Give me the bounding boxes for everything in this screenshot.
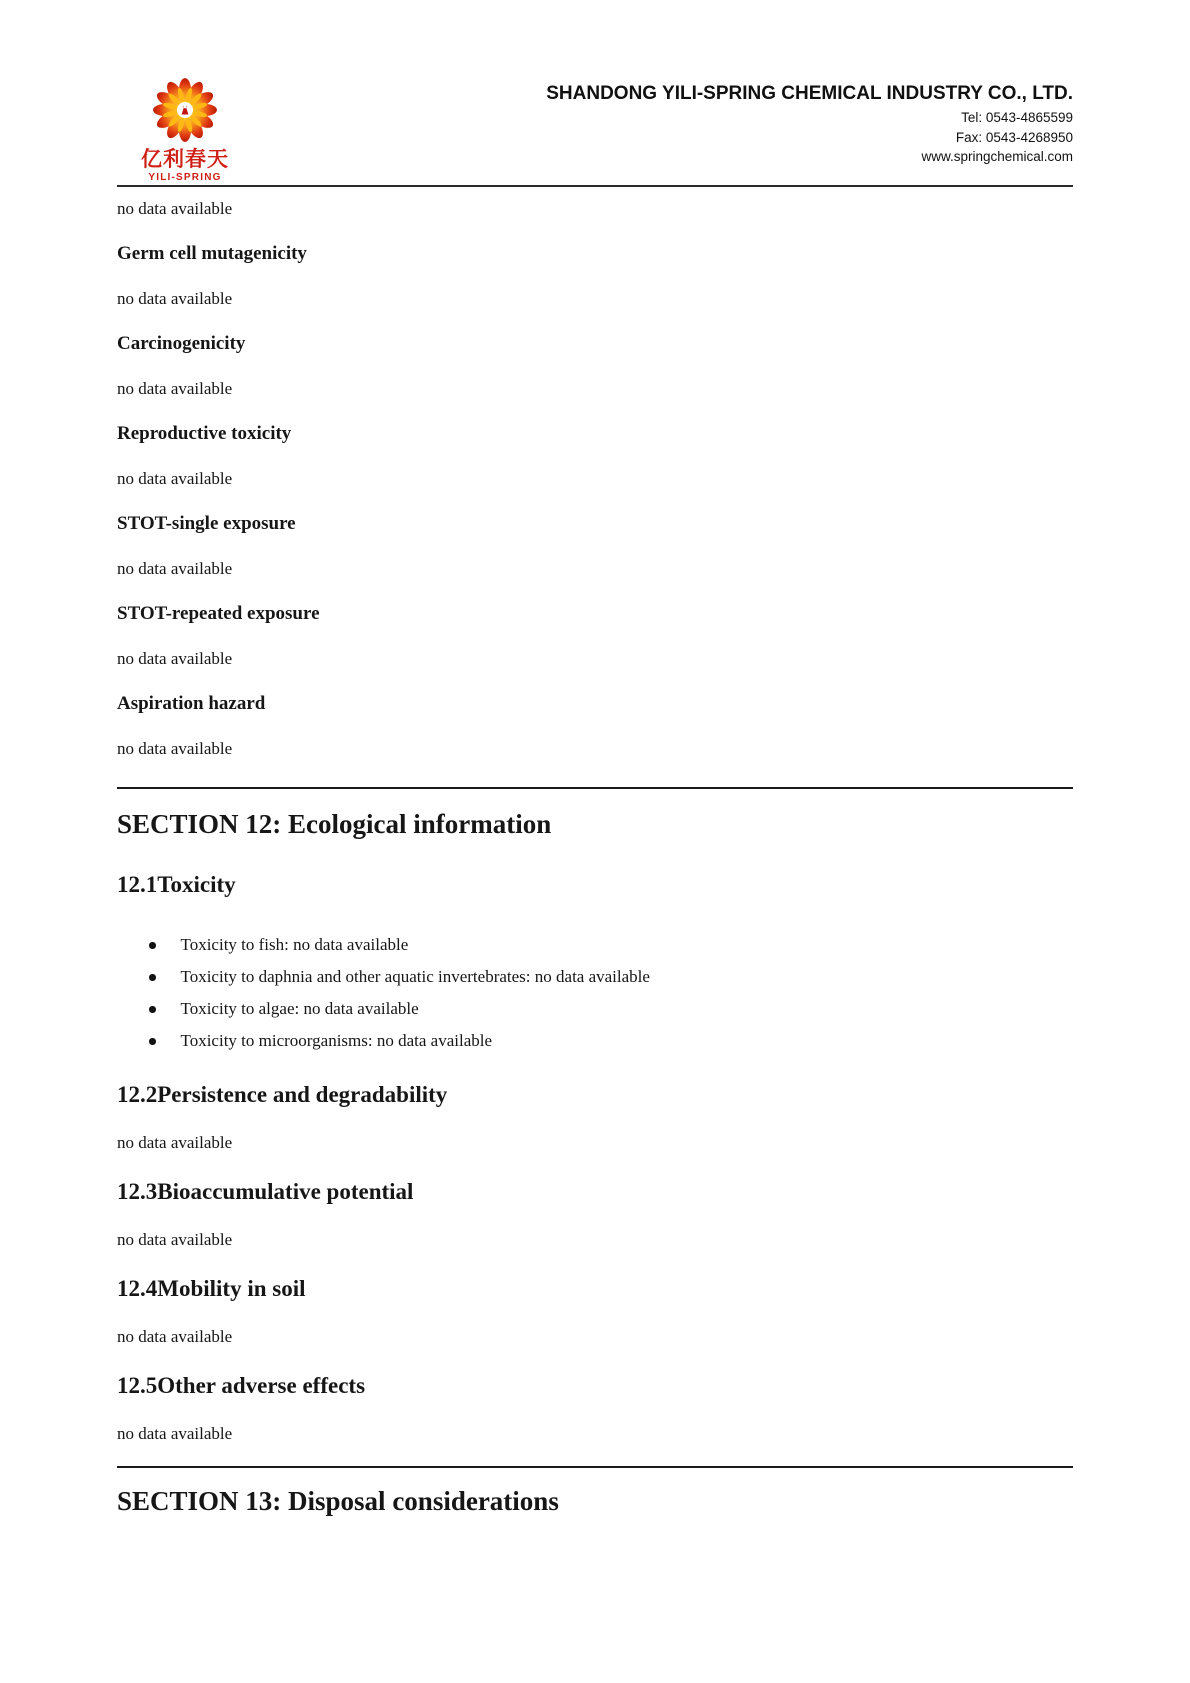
tox-heading-carcinogenicity: Carcinogenicity (117, 333, 246, 354)
subsection-12-5-value: no data available (117, 1424, 233, 1443)
tox-value-aspiration-hazard: no data available (117, 739, 233, 758)
subsection-12-3-title: 12.3Bioaccumulative potential (117, 1179, 414, 1204)
bullet-text: Toxicity to daphnia and other aquatic invertebrates: no data available (180, 967, 650, 986)
tox-value-germ-cell-mutagenicity: no data available (117, 289, 233, 308)
company-website: www.springchemical.com (921, 149, 1073, 164)
bullet-dot-icon (149, 974, 156, 981)
section13-divider (117, 1466, 1073, 1468)
tox-heading-aspiration-hazard: Aspiration hazard (117, 693, 266, 714)
company-name: SHANDONG YILI-SPRING CHEMICAL INDUSTRY CO., LTD. (546, 83, 1073, 104)
logo-chinese-text: 亿利春天 (141, 148, 229, 171)
bullet-text: Toxicity to microorganisms: no data available (180, 1031, 493, 1050)
section12-divider (117, 787, 1073, 789)
bullet-text: Toxicity to algae: no data available (180, 999, 419, 1018)
subsection-12-2-title: 12.2Persistence and degradability (117, 1082, 448, 1107)
tox-intro-value: no data available (117, 199, 233, 218)
subsection-12-3-value: no data available (117, 1230, 233, 1249)
subsection-12-1-title: 12.1Toxicity (117, 872, 236, 897)
subsection-12-2-value: no data available (117, 1133, 233, 1152)
company-tel: Tel: 0543-4865599 (961, 110, 1073, 125)
document-body (117, 187, 1073, 1518)
company-logo (125, 72, 245, 183)
tox-heading-reproductive-toxicity: Reproductive toxicity (117, 423, 292, 444)
bullet-item-microorganisms (117, 1025, 1073, 1057)
bullet-dot-icon (149, 1038, 156, 1045)
bullet-item-daphnia (117, 961, 1073, 993)
tox-heading-germ-cell-mutagenicity: Germ cell mutagenicity (117, 243, 307, 264)
toxicity-bullet-list (117, 929, 1073, 1057)
logo-flower-icon (147, 72, 223, 148)
section13-title: SECTION 13: Disposal considerations (117, 1486, 559, 1516)
tox-value-carcinogenicity: no data available (117, 379, 233, 398)
section12-title: SECTION 12: Ecological information (117, 809, 552, 839)
tox-value-stot-repeated-exposure: no data available (117, 649, 233, 668)
logo-english-text: YILI-SPRING (148, 172, 222, 183)
company-info-block (546, 72, 1073, 167)
bullet-dot-icon (149, 942, 156, 949)
tox-value-reproductive-toxicity: no data available (117, 469, 233, 488)
page-header (117, 0, 1073, 183)
tox-value-stot-single-exposure: no data available (117, 559, 233, 578)
company-fax: Fax: 0543-4268950 (955, 129, 1073, 145)
subsection-12-4-value: no data available (117, 1327, 233, 1346)
bullet-item-algae (117, 993, 1073, 1025)
bullet-text: Toxicity to fish: no data available (180, 935, 409, 954)
bullet-dot-icon (149, 1006, 156, 1013)
subsection-12-5-title: 12.5Other adverse effects (117, 1373, 366, 1398)
bullet-item-fish (117, 929, 1073, 961)
subsection-12-4-title: 12.4Mobility in soil (117, 1276, 306, 1301)
tox-heading-stot-repeated-exposure: STOT-repeated exposure (117, 603, 320, 624)
tox-heading-stot-single-exposure: STOT-single exposure (117, 513, 296, 534)
